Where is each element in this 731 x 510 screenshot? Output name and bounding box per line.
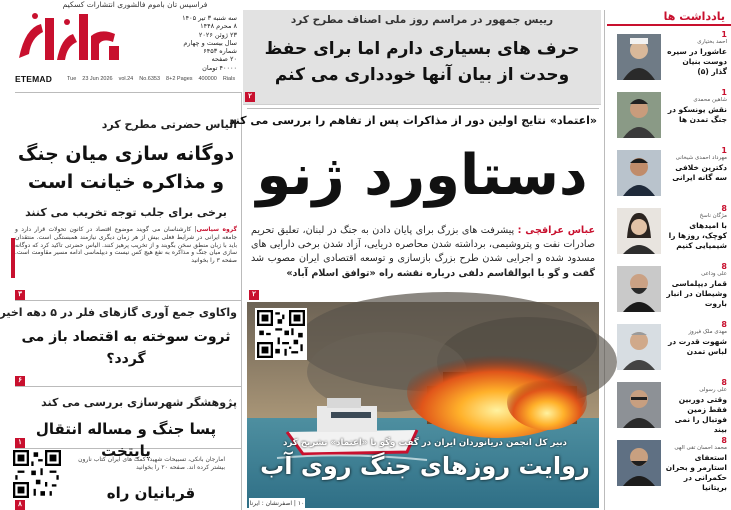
body-text: | کارشناسان می گویند موضوع اقتصاد در کانون تحولات قرار دارد و جامعه ایرانی در شرایط فعلی بیش از هر زمان دیگری نیازمند همبستگی است. منتقدان باید با زبان منطق سخن بگویند و از تخریب پرهیز کنند. الیاس حضرتی تاکید کرد که دوگانه سازی میان جنگ و مذاکره به نفع هیچ کس نیست و دیپلماسی ادامه مسیر مقاومت است. صفحه ۳ را بخوانید bbox=[15, 226, 237, 265]
memo-author: علی وداعی bbox=[701, 271, 727, 277]
column-divider bbox=[241, 92, 242, 510]
memo-title[interactable]: نقش یونسکو در جنگ تمدن ها bbox=[667, 105, 727, 124]
left-story4-small: امارجان بانکی، تسبیحات شهید، کمک های ایران کتاب نارون بیشتر کرده اند. صفحه ۲۰ را بخوانید bbox=[78, 456, 225, 471]
qr-code[interactable] bbox=[255, 308, 307, 360]
memo-page: 8 bbox=[721, 320, 727, 329]
memo-author: شاهین محمدی bbox=[693, 97, 727, 103]
memo-item[interactable] bbox=[609, 378, 729, 432]
issue-field: Rials bbox=[222, 76, 236, 82]
memo-page: 8 bbox=[721, 204, 727, 213]
section-divider bbox=[15, 92, 241, 93]
etemad-logo bbox=[15, 8, 123, 70]
main-headline[interactable]: دستاورد ژنو bbox=[256, 143, 588, 208]
memo-author: مژگان ناسخ bbox=[699, 213, 727, 219]
memos-title: یادداشت ها bbox=[607, 10, 731, 26]
memo-title[interactable]: وقتی دوربین فقط زمین فوتبال را نمی بیند bbox=[674, 395, 727, 434]
memo-item[interactable] bbox=[609, 262, 729, 316]
author-portrait bbox=[617, 324, 661, 370]
author-portrait bbox=[617, 266, 661, 312]
masthead-slogan: فراسیس تان باموم فالشوری انتشارات کسکیم bbox=[62, 0, 208, 9]
page-number-tag: ۲ bbox=[249, 290, 259, 300]
body-tag: گروه سیاسی bbox=[196, 226, 238, 233]
memo-page: 1 bbox=[721, 146, 727, 155]
date-block bbox=[127, 14, 237, 72]
author-portrait bbox=[617, 150, 661, 196]
main-summary bbox=[251, 224, 595, 281]
author-portrait bbox=[617, 440, 661, 486]
memo-title[interactable]: دکترین خلافی سه گانه ایرانی bbox=[672, 163, 727, 182]
top-banner-headline[interactable]: حرف های بسیاری دارم اما برای حفظ وحدت از بیان آنها خودداری می کنم bbox=[264, 39, 580, 85]
top-banner[interactable] bbox=[243, 10, 601, 105]
qr-code[interactable] bbox=[13, 450, 61, 498]
left-story1-kicker: الیاس حضرتی مطرح کرد bbox=[101, 118, 237, 131]
page-number-tag: ۶ bbox=[15, 376, 25, 386]
memo-page: 8 bbox=[721, 436, 727, 445]
memo-item[interactable] bbox=[609, 204, 729, 258]
memo-author: مهدی ملک فیروز bbox=[688, 329, 727, 335]
memo-item[interactable] bbox=[609, 30, 729, 84]
issue-field: vol.24 bbox=[118, 76, 134, 82]
masthead-latin-name: ETEMAD bbox=[15, 74, 53, 84]
main-kicker: «اعتماد» نتایج اولین دور از مذاکرات پس از تفاهم را بررسی می کند bbox=[229, 114, 597, 127]
author-portrait bbox=[617, 382, 661, 428]
summary-text: پیشرفت های بزرگ برای پایان دادن به جنگ در لبنان، تعلیق تحریم صادرات نفت و پتروشیمی، برداشته شدن محاصره دریایی، آزاد شدن برخی دارایی های مسدود شده و اجرایی شدن طرح بزرگ بازسازی و توسعه اقتصادی ایران مصوب شد bbox=[251, 225, 595, 265]
page-number-tag: ۸ bbox=[15, 500, 25, 510]
page-number-tag: ۲ bbox=[245, 92, 255, 102]
left-story4-headline[interactable]: قربانیان راه bbox=[106, 484, 196, 502]
left-story3-headline[interactable]: پسا جنگ و مساله انتقال پایتخت bbox=[35, 420, 217, 460]
memo-title[interactable]: شهوت قدرت در لباس تمدن bbox=[667, 337, 727, 356]
issue-field: 8+2 Pages bbox=[166, 76, 193, 82]
memo-page: 8 bbox=[721, 378, 727, 387]
memo-item[interactable] bbox=[609, 146, 729, 200]
date-line: ۲۰ صفحه bbox=[211, 55, 237, 64]
photo-headline[interactable]: روایت روزهای جنگ روی آب bbox=[260, 452, 590, 480]
left-story2-headline[interactable]: ثروت سوخته به اقتصاد باز می گردد؟ bbox=[21, 329, 231, 367]
summary-author: عباس عراقچی : bbox=[517, 225, 596, 236]
page-number-tag: ۱ bbox=[15, 438, 25, 448]
memo-author: محمد احسان تقی الهی bbox=[674, 445, 727, 451]
memo-title[interactable]: با امیدهای کوچک، روزها را شیمیایی کنیم bbox=[668, 221, 727, 250]
memo-page: 1 bbox=[721, 30, 727, 39]
left-story3-kicker: پژوهشگر شهرسازی بررسی می کند bbox=[41, 396, 237, 409]
column-divider bbox=[604, 10, 605, 510]
memo-title[interactable]: استعفای استارمر و بحران حکمرانی در بریتانیا bbox=[665, 453, 727, 492]
date-line: ۴۰۰۰۰ تومان bbox=[202, 63, 237, 72]
date-line: سال بیست و چهارم bbox=[183, 38, 237, 47]
section-divider bbox=[247, 108, 599, 109]
date-line: ۸ محرم ۱۴۴۸ bbox=[200, 22, 237, 31]
left-story1-sub: برخی برای جلب توجه تخریب می کنند bbox=[25, 206, 227, 219]
issue-field: 23 Jun 2026 bbox=[82, 76, 113, 82]
issue-field: No.6353 bbox=[139, 76, 161, 82]
memo-title[interactable]: عاشورا در سیره دوست بنیان گذار (۵) bbox=[667, 47, 727, 76]
section-divider bbox=[15, 386, 241, 387]
page-number-tag: ۳ bbox=[15, 290, 25, 300]
issue-field: 400000 bbox=[198, 76, 217, 82]
memo-author: مهرداد احمدی شیخانی bbox=[675, 155, 727, 161]
left-story2-kicker: واکاوی جمع آوری گازهای فلر در ۵ دهه اخیر bbox=[0, 306, 237, 319]
summary-tail[interactable]: گفت و گو با ابوالقاسم دلفی درباره نقشه راه «توافق اسلام آباد» bbox=[286, 267, 595, 279]
issue-strip bbox=[67, 76, 241, 84]
section-divider bbox=[15, 300, 241, 301]
memo-item[interactable] bbox=[609, 320, 729, 374]
memo-item[interactable] bbox=[609, 88, 729, 142]
left-story1-body bbox=[15, 226, 237, 292]
red-margin-bar bbox=[11, 238, 15, 278]
date-line: سه شنبه ۳ تیر ۱۴۰۵ bbox=[182, 14, 237, 22]
top-banner-kicker: رییس جمهور در مراسم روز ملی اصناف مطرح کرد bbox=[290, 14, 554, 26]
memo-author: احمد بختیاری bbox=[697, 39, 727, 45]
date-line: شماره ۶۴۵۳ bbox=[203, 47, 237, 56]
date-line: ۲۳ ژوئن ۲۰۲۶ bbox=[198, 30, 237, 39]
memo-title[interactable]: قمار دیپلماسی وشیطان در انبار باروت bbox=[666, 279, 727, 308]
photo-caption: دبیر کل انجمن دریانوردان ایران در گفت وگو با «اعتماد» تشریح کرد bbox=[283, 438, 567, 448]
memo-page: 8 bbox=[721, 262, 727, 271]
author-portrait bbox=[617, 208, 661, 254]
memo-item[interactable] bbox=[609, 436, 729, 490]
memo-page: 1 bbox=[721, 88, 727, 97]
issue-field: Tue bbox=[67, 76, 77, 82]
author-portrait bbox=[617, 92, 661, 138]
photo-credit: ۱۰ | اصفرنشان : ایرنا bbox=[249, 500, 305, 507]
memo-author: علی رسولی bbox=[699, 387, 727, 393]
author-portrait bbox=[617, 34, 661, 80]
left-story1-headline[interactable]: دوگانه سازی میان جنگ و مذاکره خیانت است bbox=[17, 143, 235, 193]
